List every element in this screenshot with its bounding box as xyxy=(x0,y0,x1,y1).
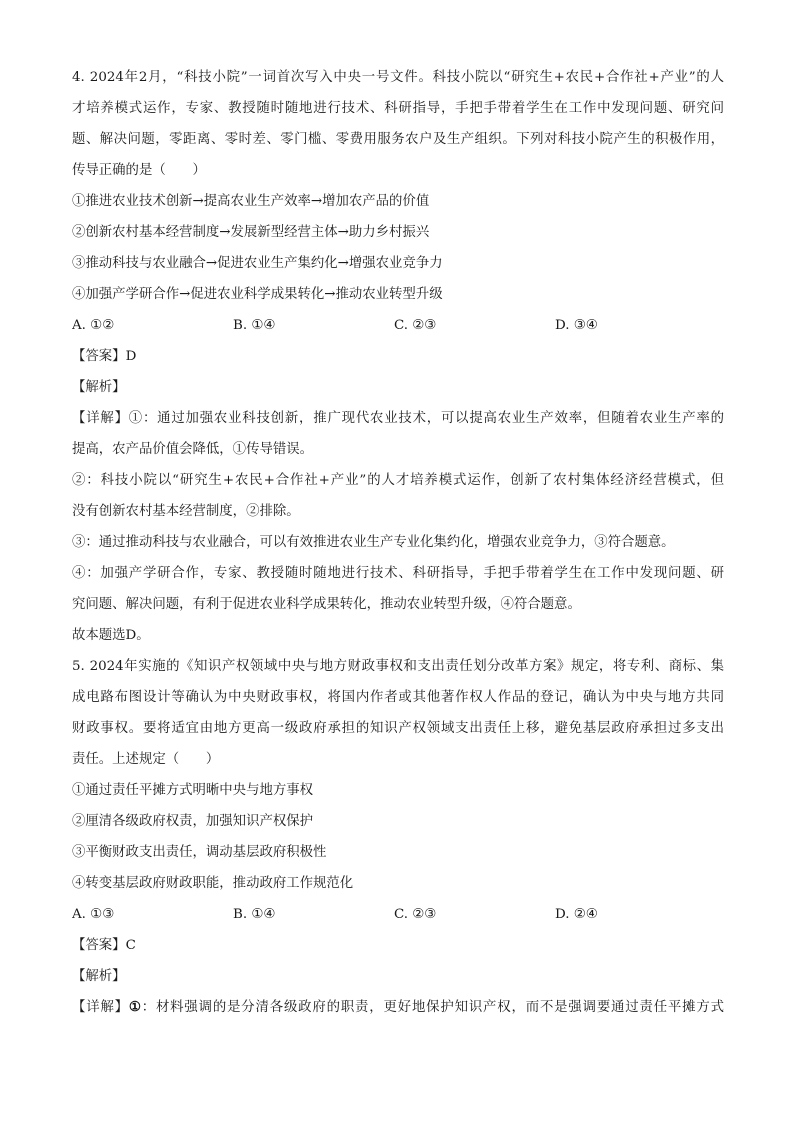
q4-statement-3: ③推动科技与农业融合→促进农业生产集约化→增强农业竞争力 xyxy=(72,256,443,271)
q5-option-d: D. ②④ xyxy=(555,907,598,922)
q4-statement-1: ①推进农业技术创新→提高农业生产效率→增加农产品的价值 xyxy=(72,194,430,209)
question-4 xyxy=(72,62,724,651)
q4-detail-line-2: 提高，农产品价值会降低，①传导错误。 xyxy=(72,442,314,457)
q5-answer xyxy=(72,930,724,961)
q4-detail-line-5: ③：通过推动科技与农业融合，可以有效推进农业生产专业化集约化，增强农业竞争力，③符合题意。 xyxy=(72,535,675,550)
q4-stem-line-1: 4. 2024年2月，“科技小院”一词首次写入中央一号文件。科技小院以“研究生+农民+合作社+产业”的人 xyxy=(72,70,724,85)
q4-option-a: A. ①② xyxy=(72,318,115,333)
q5-analysis-heading xyxy=(72,961,724,992)
q4-detail-line-6: ④：加强产学研合作，专家、教授随时随地进行技术、科研指导，手把手带着学生在工作中发现问题、研 xyxy=(72,566,724,581)
q5-answer-value: C xyxy=(125,938,136,953)
q4-detail-text-1: ①：通过加强农业科技创新，推广现代农业技术，可以提高农业生产效率，但随着农业生产率的 xyxy=(128,411,724,426)
q5-stem-line-2: 成电路布图设计等确认为中央财政事权，将国内作者或其他著作权人作品的登记，确认为中央与地方共同 xyxy=(72,690,724,705)
document-page xyxy=(72,62,724,1023)
q4-options xyxy=(72,310,724,341)
q4-answer xyxy=(72,341,724,372)
q5-stem-line-3: 财政事权。要将适宜由地方更高一级政府承担的知识产权领域支出责任上移，避免基层政府承担过多支出 xyxy=(72,721,724,736)
q4-detail-line-3: ②：科技小院以“研究生+农民+合作社+产业”的人才培养模式运作，创新了农村集体经济经营模式，但 xyxy=(72,473,724,488)
q5-stem-line-1: 5. 2024年实施的《知识产权领域中央与地方财政事权和支出责任划分改革方案》规定，将专利、商标、集 xyxy=(72,659,724,674)
q4-stem-line-3: 题、解决问题，零距离、零时差、零门槛、零费用服务农户及生产组织。下列对科技小院产生的积极作用， xyxy=(72,132,724,147)
q5-detail-tag: 【详解】 xyxy=(72,1000,129,1015)
q5-statement-4: ④转变基层政府财政职能，推动政府工作规范化 xyxy=(72,876,354,891)
q4-detail-line-4: 没有创新农村基本经营制度，②排除。 xyxy=(72,504,300,519)
q5-statement-2: ②厘清各级政府权责，加强知识产权保护 xyxy=(72,814,314,829)
q4-answer-tag: 【答案】 xyxy=(72,349,126,364)
q4-detail-line-7: 究问题、解决问题，有利于促进农业科学成果转化，推动农业转型升级，④符合题意。 xyxy=(72,597,581,612)
q5-option-c: C. ②③ xyxy=(394,907,437,922)
q4-answer-value: D xyxy=(125,349,137,364)
q4-option-b: B. ①④ xyxy=(233,318,276,333)
q5-option-b: B. ①④ xyxy=(233,907,276,922)
q5-options xyxy=(72,899,724,930)
q4-analysis-heading xyxy=(72,372,724,403)
q5-option-a: A. ①③ xyxy=(72,907,115,922)
q5-detail-number: ① xyxy=(128,999,142,1015)
q4-analysis-tag: 【解析】 xyxy=(72,380,126,395)
q5-statement-3: ③平衡财政支出责任，调动基层政府积极性 xyxy=(72,845,327,860)
q5-analysis-tag: 【解析】 xyxy=(72,969,126,984)
q5-detail-text-1: ：材料强调的是分清各级政府的职责，更好地保护知识产权，而不是强调要通过责任平摊方式 xyxy=(141,1000,724,1015)
q4-option-c: C. ②③ xyxy=(394,318,437,333)
q4-detail-line-1 xyxy=(72,403,724,434)
question-5 xyxy=(72,651,724,1023)
q4-detail-tag: 【详解】 xyxy=(72,411,129,426)
q4-stem-line-4: 传导正确的是（ ） xyxy=(72,163,206,178)
q4-detail-line-8: 故本题选D。 xyxy=(72,628,150,643)
q5-answer-tag: 【答案】 xyxy=(72,938,126,953)
q4-statement-2: ②创新农村基本经营制度→发展新型经营主体→助力乡村振兴 xyxy=(72,225,430,240)
q5-statement-1: ①通过责任平摊方式明晰中央与地方事权 xyxy=(72,783,314,798)
q5-detail-line-1 xyxy=(72,992,724,1023)
q4-statement-4: ④加强产学研合作→促进农业科学成果转化→推动农业转型升级 xyxy=(72,287,443,302)
q5-stem-line-4: 责任。上述规定（ ） xyxy=(72,752,220,767)
q4-stem-line-2: 才培养模式运作，专家、教授随时随地进行技术、科研指导，手把手带着学生在工作中发现问题、研究问 xyxy=(72,101,724,116)
q4-option-d: D. ③④ xyxy=(555,318,598,333)
